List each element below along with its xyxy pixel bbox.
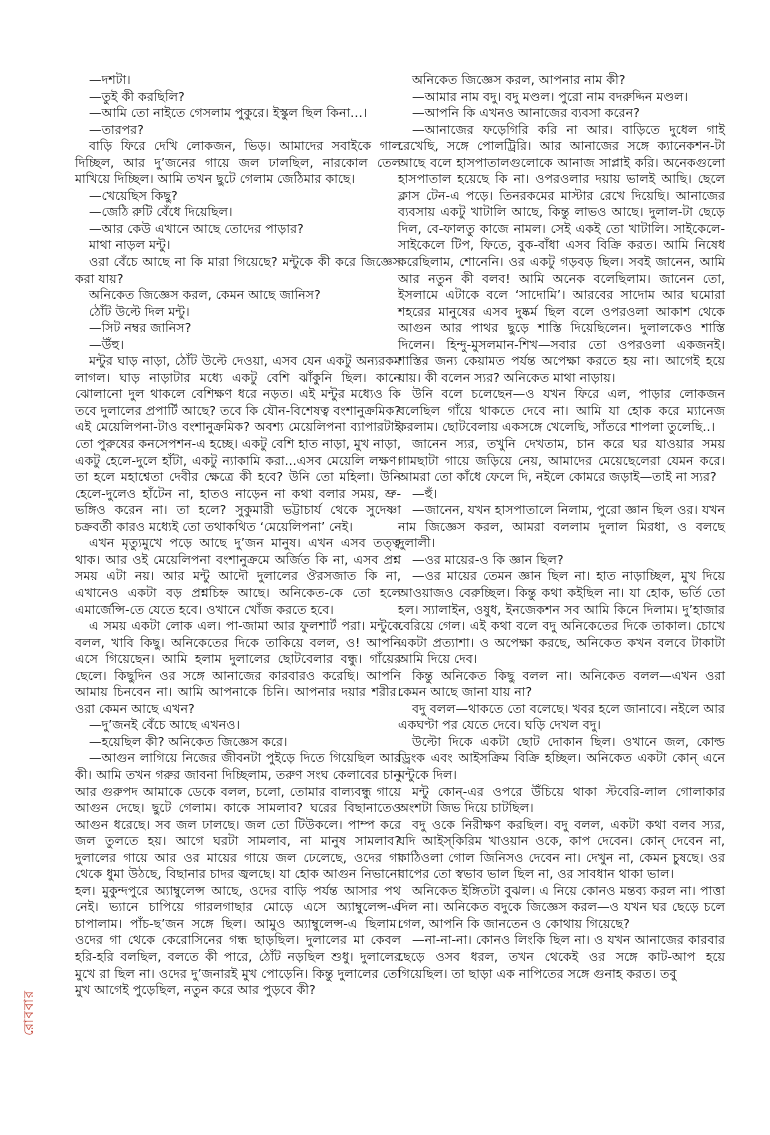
paragraph: —জানেন, যখন হাসপাতালে নিলাম, পুরো জ্ঞান ছিল ওর। যখন নাম জিজ্ঞেস করল, আমরা বললাম দুলাল মিরধা, ও বলছে দুলালী। [398,502,725,551]
paragraph: কিন্তু অনিকেত কিছু বলল না। অনিকেত বলল—এখন ওরা কেমন আছে জানা যায় না? [398,667,725,700]
paragraph: —খেয়েছিস কিছু? [89,187,178,203]
right-column [398,72,725,982]
paragraph: —ওর মায়ের-ও কি জ্ঞান ছিল? [412,551,564,567]
paragraph: বাড়ি ফিরে দেখি লোকজন, ভিড়। আমাদের সবাইকে গাল দিচ্ছিল, আর দু’জনের গায়ে জল ঢালছিল, নারকোল তেল মাখিয়ে দিচ্ছিল। আমি তখন ছুটে গেলাম জেঠিমার কাছে। [75,138,401,187]
paragraph: —আমি তো নাইতে গেসলাম পুকুরে। ইস্কুল ছিল কিনা…। [89,105,368,121]
paragraph: —আমার নাম বদু। বদু মণ্ডল। পুরো নাম বদরুদ্দিন মণ্ডল। [412,88,688,104]
paragraph: —আগুন লাগিয়ে নিজের জীবনটা পুইড়ে দিতে গিয়েছিল আর কী। আমি তখন গরুর জাবনা দিচ্ছিলাম, তরুণ সংঘ কেলাবের চানু আর গুরুপদ আমাকে ডেকে বলল, চলো, তোমার বাল্যবন্ধু গায়ে আগুন দেছে। ছুটে গেলাম। কাকে সামলাব? ঘরের বিছানাতেও আগুন ধরেছে। সব জল ঢালছে। জল তো টিউকলে। পাম্প করে জল তুলতে হয়। আগে ঘরটা সামলাব, না মানুষ সামলাব? দুলালের গায়ে আর ওর মায়ের গায়ে জল ঢেলেছে, ওদের গা থেকে ধুমা উঠছে, বিছানার চাদর জ্বলছে। যা হোক আগুন নিভানো হল। মুকুন্দপুরে অ্যাম্বুলেন্স আছে, ওদের বাড়ি পর্যন্ত আসার পথ নেই। ভ্যানে চাপিয়ে গারলগাছার মোড়ে এসে অ্যাম্বুলেন্স-এ চাপালাম। পাঁচ-ছ’জন সঙ্গে ছিল। আমুও অ্যাম্বুলেন্স-এ ছিলাম। ওদের গা থেকে কেরোসিনের গন্ধ ছাড়ছিল। দুলালের মা কেবল হরি-হরি বলছিল, বলতে কী পারে, ঠোঁট নড়ছিল শুধু। দুলালের মুখে রা ছিল না। ওদের দু’জনারই মুখ পোড়েনি। কিন্তু দুলালের তো মুখ আগেই পুড়েছিল, নতুন করে আর পুড়বে কী? [75,750,401,998]
paragraph: উনি বলে চলেছেন—ও যখন ফিরে এল, পাড়ার লোকজন বলেছিল গাঁয়ে থাকতে দেবে না। আমি যা হোক করে ম্যানেজ করলাম। ছোটবেলায় একসঙ্গে খেলেছি, সাঁতরে শাপলা তুলেছি..। [398,386,725,435]
paragraph: —তারপর? [89,121,144,137]
paragraph: —আর কেউ এখানে আছে তোদের পাড়ার? [89,220,304,236]
paragraph: এ সময় একটা লোক এল। পা-জামা আর ফুলশার্ট পরা। মন্টুকে বলল, খাবি কিছু। অনিকেতের দিকে তাকিয়ে বলল, ও! আপনি এসে গিয়েছেন। আমি হলাম দুলালের ছোটবেলার বন্ধু। গাঁয়ের ছেলে। কিছুদিন ওর সঙ্গে আনাজের কারবারও করেছি। আপনি আমায় চিনবেন না। আমি আপনাকে চিনি। আপনার দয়ার শরীর। ওরা কেমন আছে এখন? [75,618,401,716]
paragraph: —আনাজের ফড়েগিরি করি না আর। বাড়িতে দুধেল গাই রেখেছি, সঙ্গে পোলট্রিরি। আর আনাজের সঙ্গে ক্যানেকশন-টা আছে বলে হাসপাতালগুলোকে আনাজ সাপ্লাই করি। অনেকগুলো হাসপাতাল হয়েছে কি না। ওপরওলার দয়ায় ভালই আছি। ছেলে ক্লাস টেন-এ পড়ে। তিনরকমের মাস্টার রেখে দিয়েছি। আনাজের ব্যবসায় একটু খাটালি আছে, কিন্তু লাভও আছে। দুলাল-টা ছেড়ে দিল, বে-ফালতু কাজে নামল। সেই একই তো খাটালি। সাইকেলে-সাইকেলে টিপ, ফিতে, বুক-বাঁধা এসব বিক্রি করত। আমি নিষেধ করেছিলাম, শোনেনি। ওর একটু গড়বড় ছিল। সবই জানেন, আমি আর নতুন কী বলব! আমি অনেক বলেছিলাম। জানেন তো, ইসলামে এটাকে বলে ‘সাদোমি’। আরবের সাদোম আর ঘমোরা শহরের মানুষের এসব দুষ্কর্ম ছিল বলে ওপরওলা আকাশ থেকে আগুন আর পাথর ছুড়ে শাস্তি দিয়েছিলেন। দুলালকেও শাস্তি দিলেন। হিন্দু-মুসলমান-শিখ—সবার তো ওপরওলা একজনই। শাস্তির জন্য কেয়ামত পর্যন্ত অপেক্ষা করতে হয় না। আগেই হয়ে যায়। কী বলেন স্যর? অনিকেত মাথা নাড়ায়। [398,121,725,385]
paragraph: জানেন স্যর, তখুনি দেখতাম, চান করে ঘর যাওয়ার সময় গামছাটা গায়ে জড়িয়ে নেয়, আমাদের মেয়েছেলেরা যেমন করে। আমরা তো কাঁধে ফেলে দি, নইলে কোমরে জড়াই—তাই না স্যর? [398,436,725,485]
paragraph: অনিকেত জিজ্ঞেস করল, কেমন আছে জানিস? [89,287,321,303]
paragraph: —তুই কী করছিলি? [89,88,185,104]
left-column [75,72,401,999]
paragraph: —জেঠি রুটি বেঁধে দিয়েছিল। [89,204,233,220]
paragraph: ওরা বেঁচে আছে না কি মারা গিয়েছে? মন্টুকে কী করে জিজ্ঞেস করা যায়? [75,254,401,286]
paragraph: এখন মৃত্যুমুখে পড়ে আছে দু’জন মানুষ। এখন এসব তত্ত্ব থাক। আর ওই মেয়েলিপনা বংশানুক্রমে অর্জিত কি না, এসব প্রশ্ন সময় এটা নয়। আর মন্টু আদৌ দুলালের ঔরসজাত কি না, এখানেও একটা বড় প্রশ্নচিহ্ন আছে। অনিকেত-কে তো হলে এমার্জেন্সি-তে যেতে হবে। ওখানে খোঁজ করতে হবে। [75,535,401,617]
folio-label: রোববার [22,990,37,1036]
paragraph: —উঁহু। [89,336,124,352]
paragraph: অনিকেত ইঙ্গিতটা বুঝল। এ নিয়ে কোনও মন্তব্য করল না। পাত্তা দিল না। অনিকেত বদুকে জিজ্ঞেস করল—ও যখন ঘর ছেড়ে চলে গেল, আপনি কি জানতেন ও কোথায় গিয়েছে? [398,882,725,931]
paragraph: উল্টো দিকে একটা ছোট দোকান ছিল। ওখানে জল, কোল্ড ড্রিংক এবং আইসক্রিম বিক্রি হচ্ছিল। অনিকেত একটা কোন্ এনে মন্টুকে দিল। [398,733,725,782]
paragraph: মন্টুর ঘাড় নাড়া, ঠোঁট উল্টে দেওয়া, এসব যেন একটু অন্যরকম লাগল। ঘাড় নাড়াটার মধ্যে একটু বেশি ঝাঁকুনি ছিল। কানে ঝোলানো দুল থাকলে বেশিক্ষণ ধরে নড়ত। এই মন্টুর মধ্যেও কি তবে দুলালের প্রপার্টি আছে? তবে কি যৌন-বিশেষত্ব বংশানুক্রমিক? এই মেয়েলিপনা-টাও বংশানুক্রমিক? অবশ্য মেয়েলিপনা ব্যাপারটাই তো পুরুষের কনসেপশন-এ হচ্ছে। একটু বেশি হাত নাড়া, মুখ নাড়া, একটু হেলে-দুলে হাঁটা, একটু ন্যাকামি করা...এসব মেয়েলি লক্ষণ। তা হলে মহাশ্বেতা দেবীর ক্ষেত্রে কী হবে? উনি তো মহিলা। উনি হেলে-দুলেও হাঁটেন না, হাতও নাড়েন না কথা বলার সময়, ভ্রু-ভঙ্গিও করেন না। তা হলে? সুকুমারী ভট্টাচার্য থেকে সুদেষ্ণা চক্রবর্তী কারও মধ্যেই তো তথাকথিত ‘মেয়েলিপনা’ নেই। [75,353,401,534]
paragraph: অনিকেত জিজ্ঞেস করল, আপনার নাম কী? [412,72,626,87]
paragraph: ঠোঁট উল্টে দিল মন্টু। [89,303,190,319]
paragraph: মন্টু কোন্-এর ওপরে উঁচিয়ে থাকা স্টবেরি-লাল গোলাকার অংশটা জিভ দিয়ে চাটছিল। [398,783,725,816]
paragraph: —আপনি কি এখনও আনাজের ব্যবসা করেন? [412,105,640,121]
paragraph: বদু ওকে নিরীক্ষণ করছিল। বদু বলল, একটা কথা বলব স্যর, যদি আইস্‌কিরিম খাওয়ান ওকে, কাপ দেবেন। কোন্ দেবেন না, কাঠিওলা গোল জিনিসও দেবেন না। দেখুন না, কেমন চুষছে। ওর বাপের তো স্বভাব ভাল ছিল না, ওর সাবধান থাকা ভাল। [398,816,725,882]
paragraph: —সিট নম্বর জানিস? [89,320,192,336]
paragraph: —হুঁ। [412,485,438,501]
paragraph: বদু বলল—থাকতে তো বলেছে। খবর হলে জানাবে। নইলে আর একঘণ্টা পর যেতে দেবে। ঘড়ি দেখল বদু। [398,700,725,733]
paragraph: মাথা নাড়ল মন্টু। [89,237,171,253]
paragraph: —ওর মায়ের তেমন জ্ঞান ছিল না। হাত নাড়াচ্ছিল, মুখ দিয়ে আওয়াজও বেরুচ্ছিল। কিন্তু কথা কইছিল না। যা হোক, ভর্তি তো হল। স্যালাইন, ওষুধ, ইনজেকশন সব আমি কিনে দিলাম। দু’হাজার বেরিয়ে গেল। এই কথা বলে বদু অনিকেতের দিকে তাকাল। চোখে একটা প্রত্যাশা। ও অপেক্ষা করছে, অনিকেত কখন বলবে টাকাটা আমি দিয়ে দেব। [398,568,725,667]
paragraph: —দু’জনই বেঁচে আছে এখনও। [89,717,241,733]
paragraph: —দশটা। [89,72,131,87]
paragraph: —হয়েছিল কী? অনিকেত জিজ্ঞেস করে। [89,733,288,749]
paragraph: —না-না-না। কোনও লিংকি ছিল না। ও যখন আনাজের কারবার ছেড়ে ওসব ধরল, তখন থেকেই ওর সঙ্গে কাট-আপ হয়ে গিয়েছিল। তা ছাড়া এক নাপিতের সঙ্গে গুনাহ করত। তবু [398,932,725,981]
